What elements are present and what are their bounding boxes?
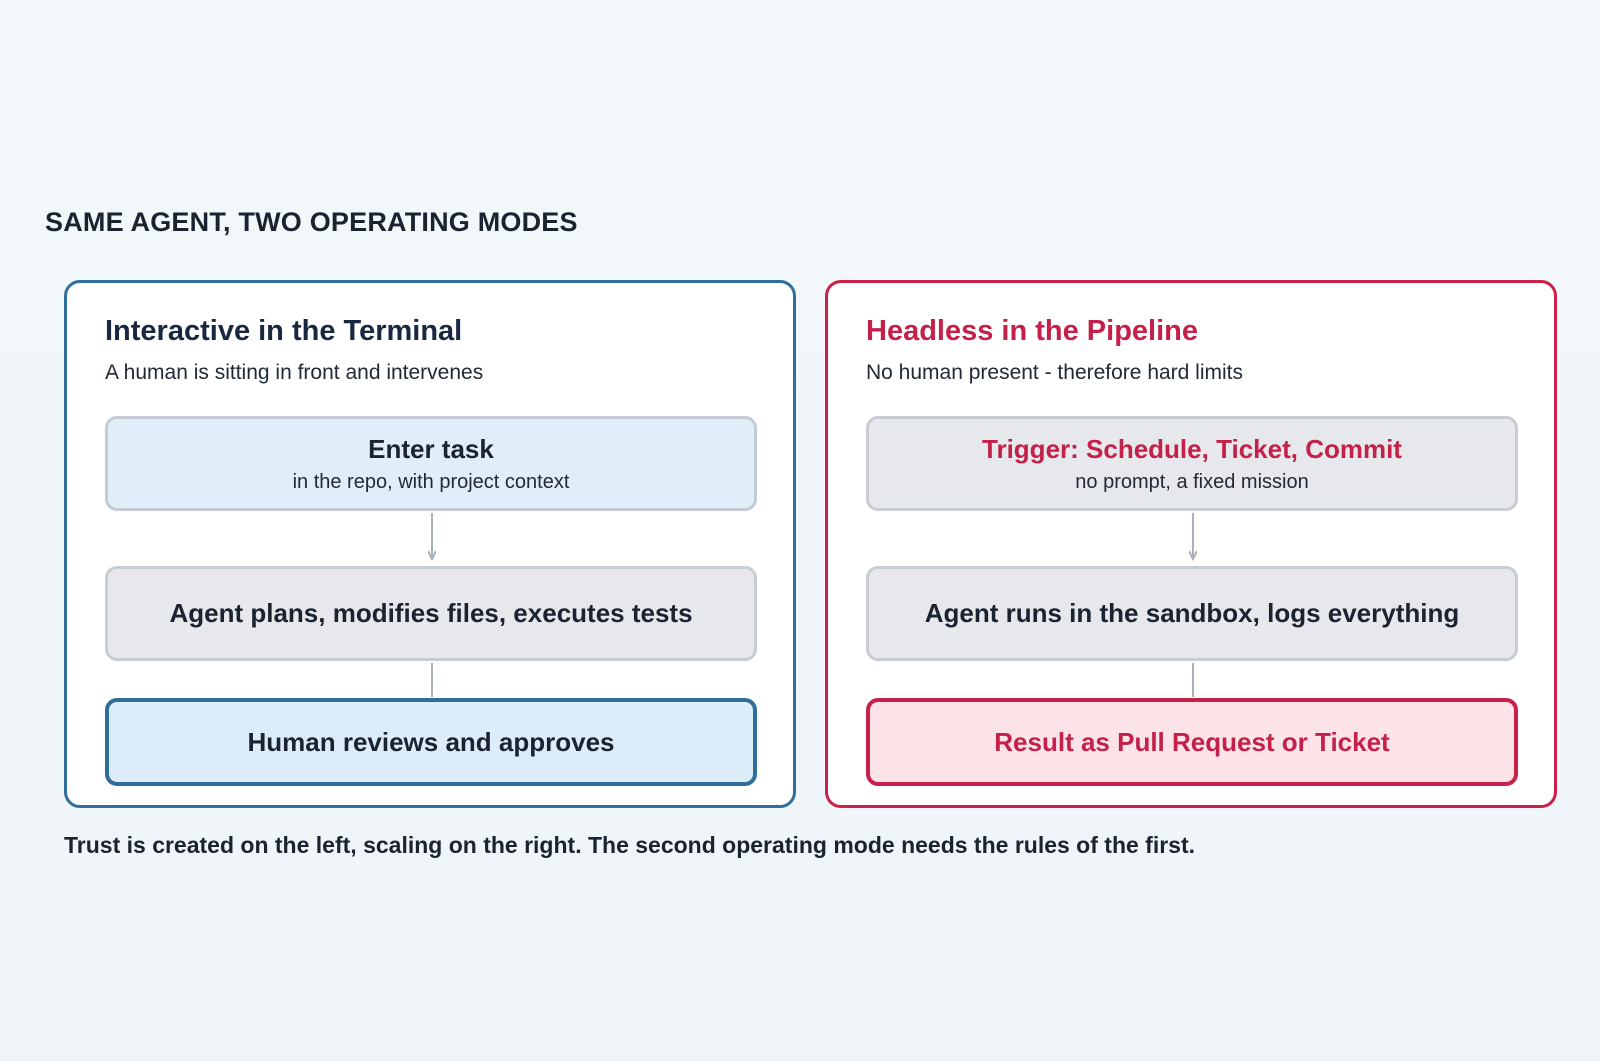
interactive-mode-panel [64, 280, 796, 808]
headless-mode-panel [825, 280, 1557, 808]
connector-line [1189, 663, 1197, 697]
agent-plans-box [105, 566, 757, 661]
human-review-title: Human reviews and approves [247, 726, 615, 757]
trigger-title: Trigger: Schedule, Ticket, Commit [982, 433, 1402, 464]
trigger-box [866, 416, 1518, 511]
footer-caption: Trust is created on the left, scaling on the right. The second operating mode needs the rules of the first. [64, 832, 1196, 858]
trigger-subtitle: no prompt, a fixed mission [1075, 470, 1309, 493]
enter-task-box [105, 416, 757, 511]
arrow-down-icon [1189, 513, 1197, 565]
interactive-panel-title: Interactive in the Terminal [105, 315, 463, 347]
arrow-down-icon [428, 513, 436, 565]
enter-task-title: Enter task [368, 433, 494, 464]
agent-sandbox-box [866, 566, 1518, 661]
headless-panel-subtitle: No human present - therefore hard limits [866, 361, 1244, 384]
enter-task-subtitle: in the repo, with project context [292, 470, 570, 493]
headless-panel-title: Headless in the Pipeline [866, 315, 1198, 347]
diagram-heading: SAME AGENT, TWO OPERATING MODES [45, 207, 578, 237]
result-box [866, 698, 1518, 786]
human-review-box [105, 698, 757, 786]
result-title: Result as Pull Request or Ticket [994, 726, 1390, 757]
connector-line [428, 663, 436, 697]
agent-plans-title: Agent plans, modifies files, executes tests [169, 598, 693, 628]
interactive-panel-subtitle: A human is sitting in front and intervenes [105, 361, 484, 384]
agent-sandbox-title: Agent runs in the sandbox, logs everything [924, 598, 1460, 628]
